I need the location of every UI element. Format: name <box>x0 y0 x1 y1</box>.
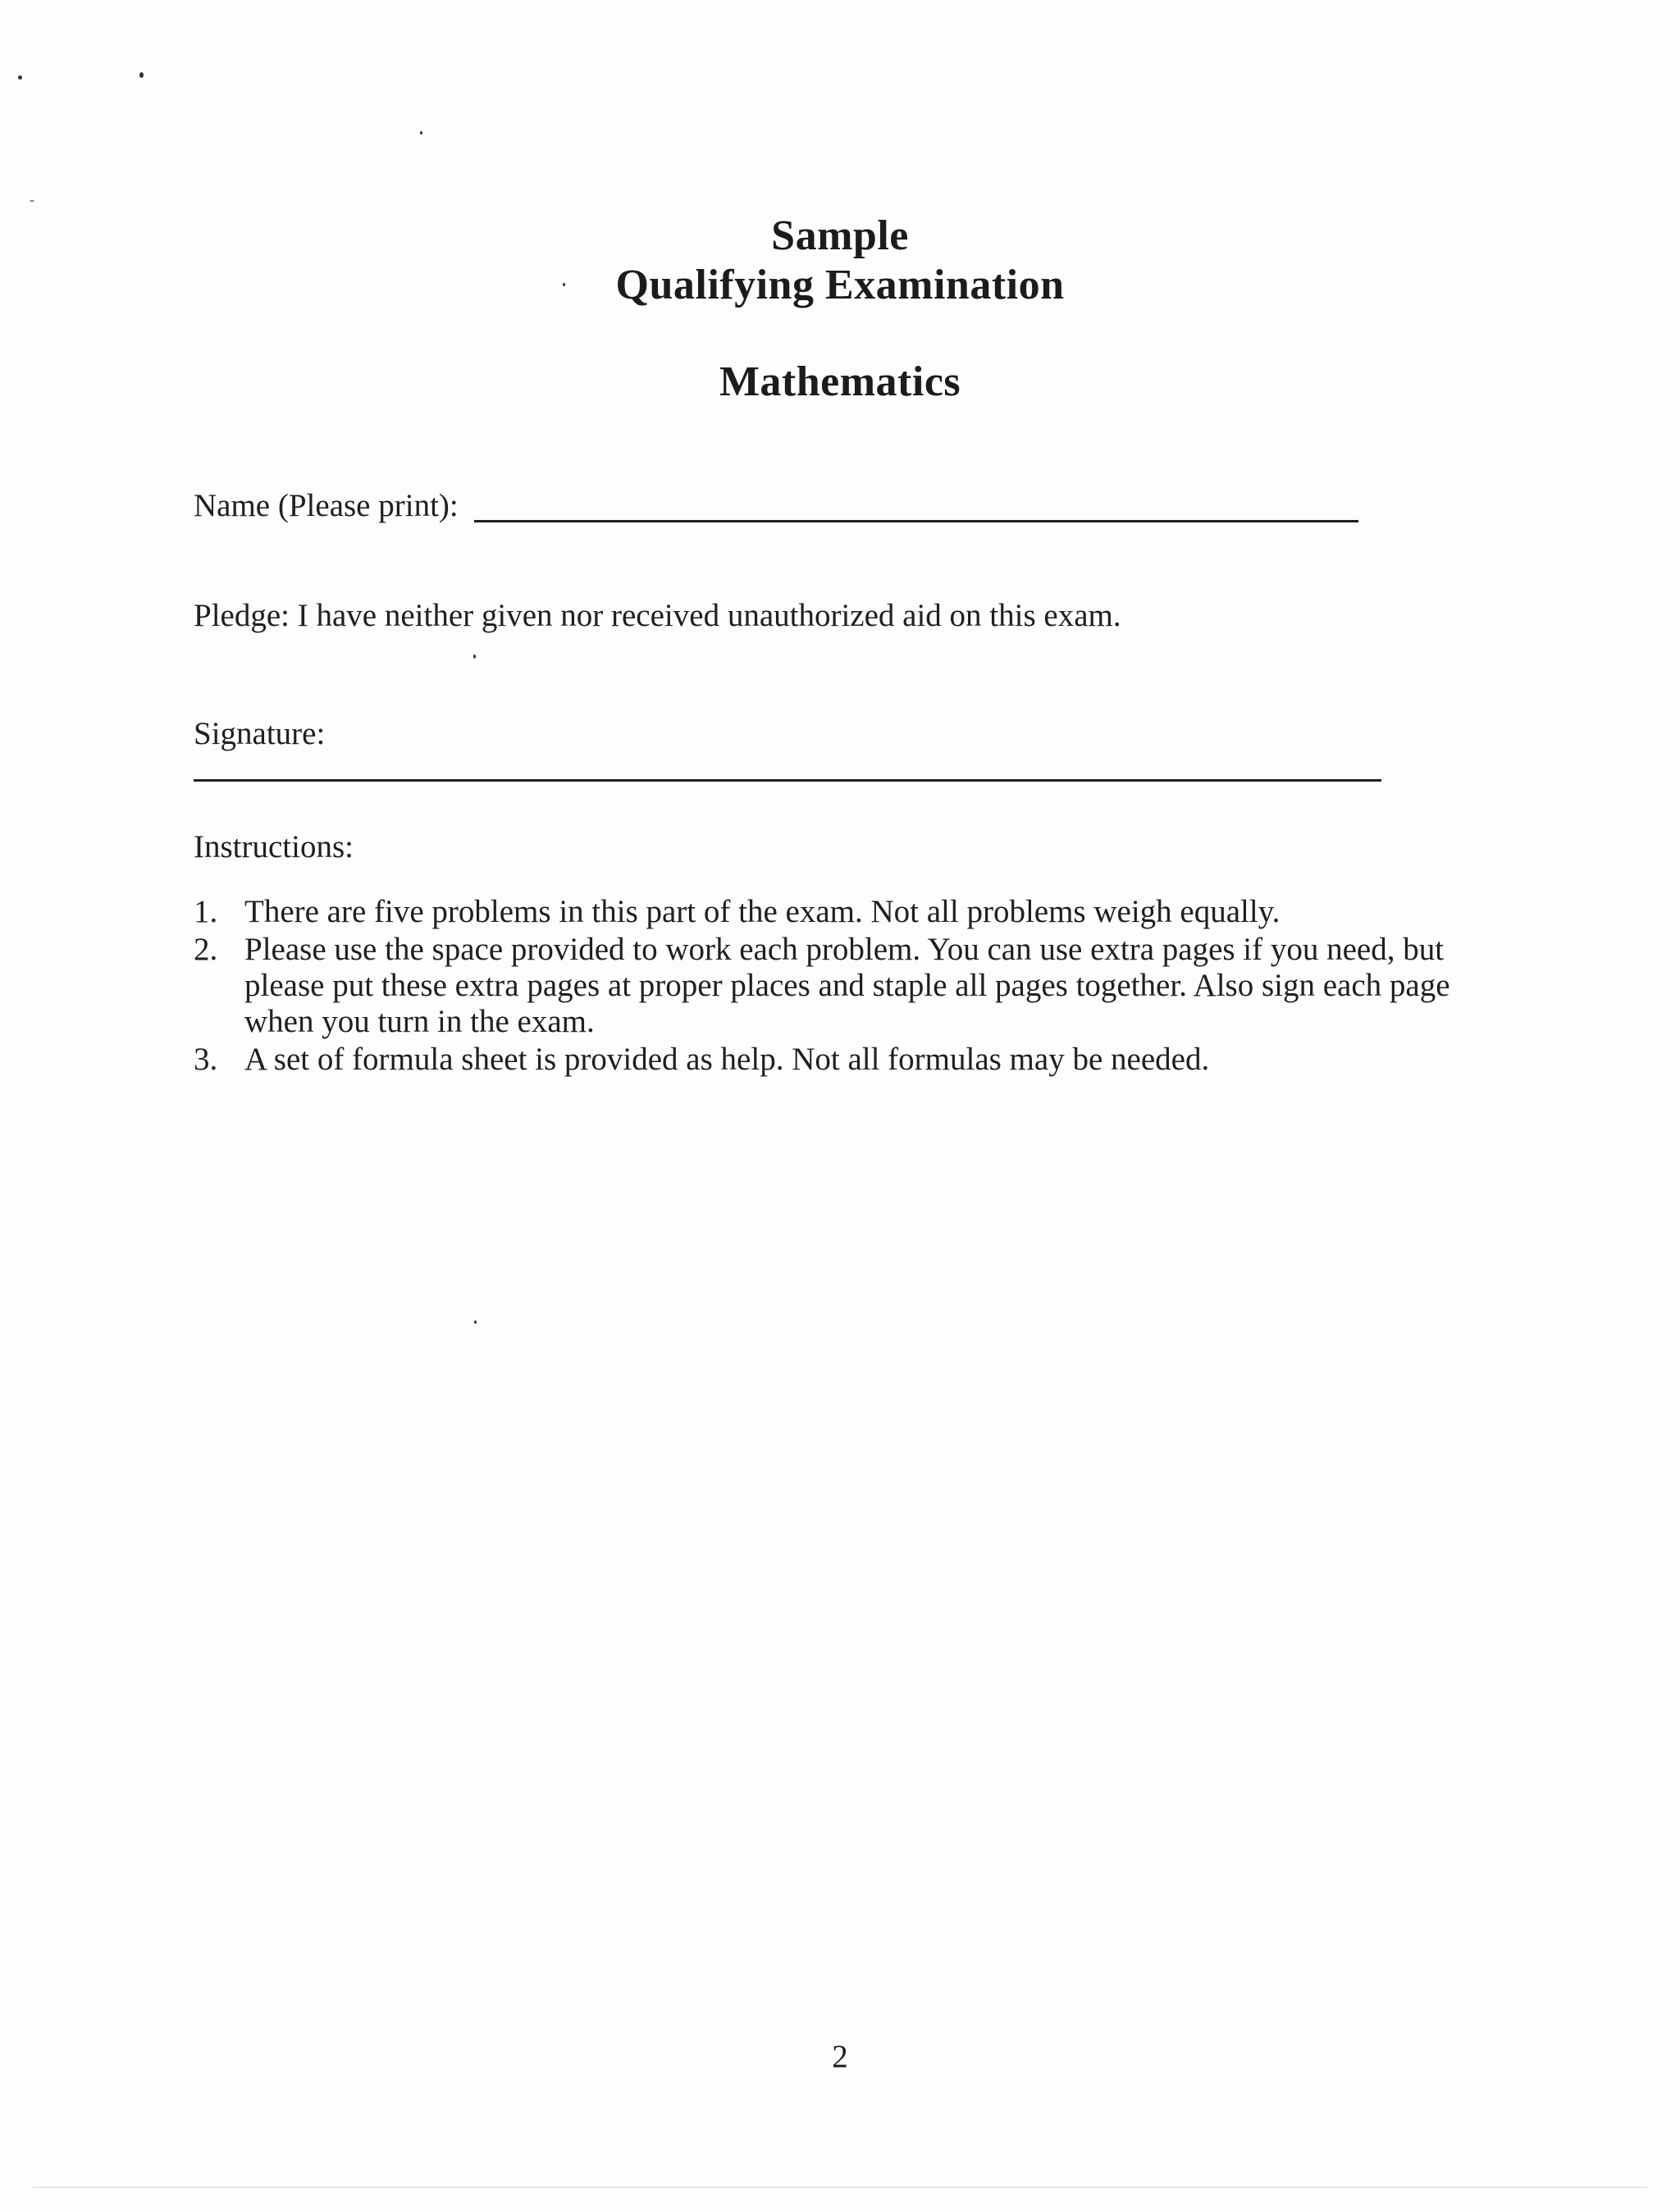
instruction-item <box>194 894 1506 930</box>
pledge-text: Pledge: I have neither given nor received unauthorized aid on this exam. <box>194 598 1121 633</box>
scan-speck <box>18 75 22 80</box>
instruction-text: There are five problems in this part of the exam. Not all problems weigh equally. <box>244 894 1281 929</box>
name-label: Name (Please print): <box>194 488 459 523</box>
scan-bottom-edge <box>33 2187 1647 2188</box>
title-block <box>0 212 1680 310</box>
name-line <box>474 520 1358 522</box>
instruction-text: Please use the space provided to work each problem. You can use extra pages if you need, but please put these extra pages at proper places and staple all pages together. Also sign each page when you turn in the exam. <box>244 932 1450 1039</box>
instruction-text: A set of formula sheet is provided as help. Not all formulas may be needed. <box>244 1042 1210 1077</box>
instruction-item <box>194 1042 1506 1078</box>
scan-speck <box>30 200 34 202</box>
instructions-heading: Instructions: <box>194 829 354 864</box>
subject-title: Mathematics <box>719 358 961 405</box>
signature-label: Signature: <box>194 716 326 751</box>
page-number: 2 <box>832 2039 848 2074</box>
title-qualifying-examination: Qualifying Examination <box>615 262 1065 308</box>
scan-speck <box>139 72 144 78</box>
scan-speck <box>420 131 422 135</box>
title-sample: Sample <box>771 212 909 259</box>
scan-speck <box>474 1320 477 1324</box>
signature-line <box>194 779 1381 782</box>
instructions-list <box>194 894 1506 1079</box>
instruction-number: 3. <box>194 1042 218 1077</box>
instruction-number: 2. <box>194 932 218 967</box>
instruction-item <box>194 932 1506 1040</box>
instruction-number: 1. <box>194 894 218 929</box>
subject-block <box>0 358 1680 407</box>
scan-speck <box>473 654 476 659</box>
